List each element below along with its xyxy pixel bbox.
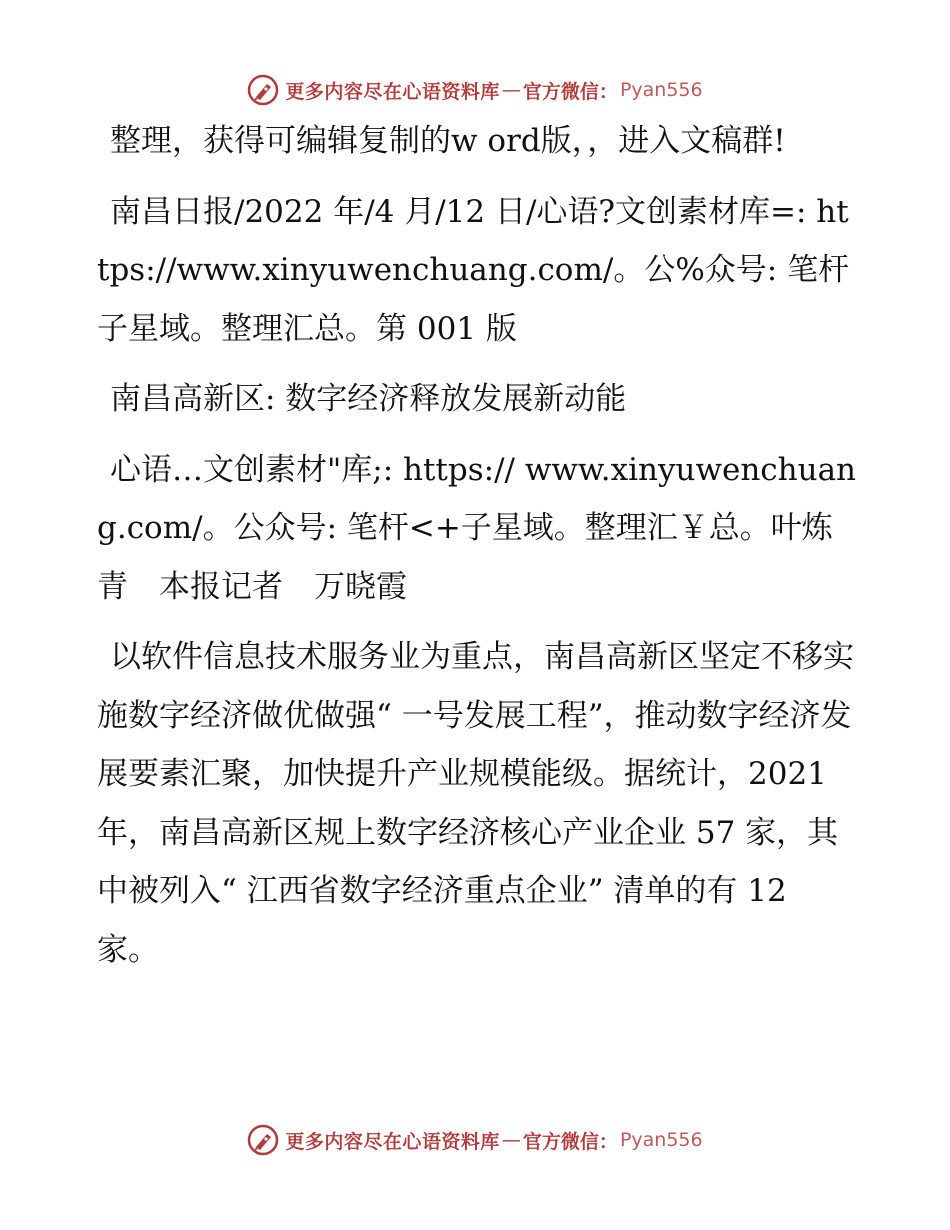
paragraph-4: 心语…文创素材"库;: https:// www.xinyuwenchuang.com/。公众号: 笔杆<+子星域。整理汇￥总。叶炼青 本报记者 万晓霞 [97,451,857,605]
banner-official-label: 官方微信： [522,80,618,103]
document-body [97,112,857,991]
pen-nib-logo-icon [247,1124,279,1156]
banner-official-label: 官方微信： [522,1130,618,1153]
paragraph-2: 南昌日报/2022 年/4 月/12 日/心语?文创素材库=: https://www.xinyuwenchuang.com/。公%众号: 笔杆子星域。整理汇总。第 001 版 [97,193,850,347]
banner-brand-text: 更多内容尽在心语资料库 [285,80,500,103]
pen-nib-logo-icon [247,74,279,106]
paragraph-3: 南昌高新区: 数字经济释放发展新动能 [110,381,627,417]
header-banner [0,70,950,110]
banner-wechat-id: Pyan556 [619,1129,703,1151]
banner-dash: — [501,1129,521,1151]
paragraph-5: 以软件信息技术服务业为重点，南昌高新区坚定不移实施数字经济做优做强“ 一号发展工程”，推动数字经济发展要素汇聚，加快提升产业规模能级。据统计，2021 年，南昌高新区规上数字经济核心产业企业 57 家，其中被列入“ 江西省数字经济重点企业” 清单的有 12 家。 [97,639,854,968]
banner-wechat-id: Pyan556 [619,79,703,101]
banner-dash: — [501,79,521,101]
footer-banner [0,1120,950,1160]
banner-brand-text: 更多内容尽在心语资料库 [285,1130,500,1153]
paragraph-1: 整理，获得可编辑复制的w ord版，，进入文稿群! [110,123,786,159]
